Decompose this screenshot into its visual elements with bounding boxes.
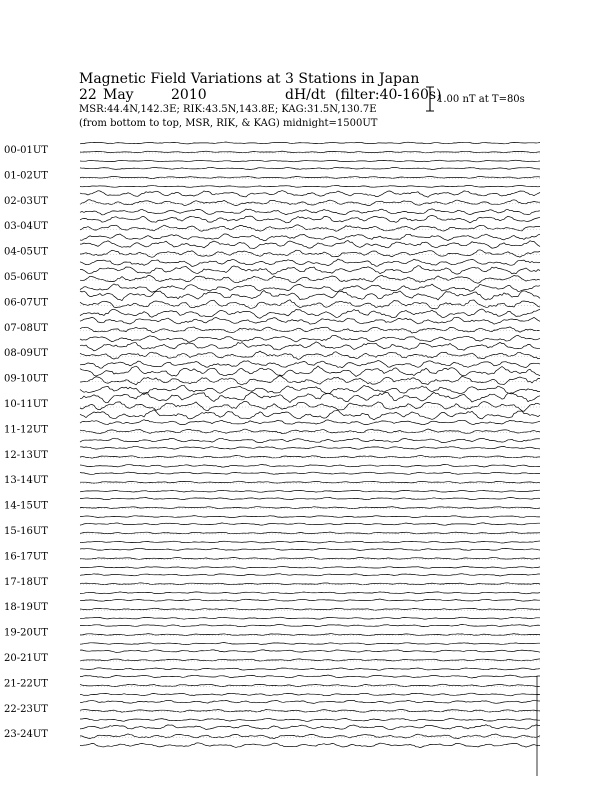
- hour-label: 00-01UT: [4, 145, 48, 156]
- trace-rik: [80, 558, 540, 560]
- trace-msr: [80, 259, 540, 266]
- trace-msr: [80, 234, 540, 241]
- trace-kag: [80, 317, 540, 324]
- trace-msr: [80, 541, 540, 543]
- trace-kag: [80, 142, 540, 144]
- trace-msr: [80, 617, 540, 619]
- trace-rik: [80, 327, 540, 333]
- trace-rik: [80, 401, 540, 411]
- trace-kag: [80, 366, 540, 376]
- trace-kag: [80, 420, 540, 425]
- hour-label: 08-09UT: [4, 348, 48, 360]
- hour-label: 02-03UT: [4, 195, 48, 207]
- trace-kag: [80, 725, 540, 730]
- trace-rik: [80, 275, 540, 283]
- hour-label: 01-02UT: [4, 170, 48, 182]
- trace-kag: [80, 191, 540, 198]
- trace-kag: [80, 548, 540, 550]
- chart-title: Magnetic Field Variations at 3 Stations in Japan: [79, 71, 420, 87]
- hour-label: 20-21UT: [4, 653, 48, 664]
- hour-label: 13-14UT: [4, 475, 48, 487]
- trace-msr: [80, 284, 540, 292]
- hour-label: 05-06UT: [4, 272, 48, 283]
- trace-rik: [80, 734, 540, 739]
- date-day: 22: [79, 87, 97, 103]
- trace-kag: [80, 650, 540, 653]
- trace-msr: [80, 743, 540, 748]
- quantity-label: dH/dt: [285, 87, 326, 103]
- trace-kag: [80, 700, 540, 703]
- trace-rik: [80, 659, 540, 661]
- trace-rik: [80, 376, 540, 385]
- trace-kag: [80, 625, 540, 627]
- hour-label: 16-17UT: [4, 551, 48, 563]
- trace-kag: [80, 574, 540, 576]
- hour-label: 19-20UT: [4, 627, 48, 639]
- hour-label: 17-18UT: [4, 576, 48, 588]
- trace-msr: [80, 490, 540, 492]
- hour-label: 09-10UT: [4, 373, 48, 385]
- hour-label: 21-22UT: [4, 678, 48, 690]
- filter-label: (filter:40-160s): [335, 87, 442, 103]
- trace-rik: [80, 225, 540, 232]
- hour-label: 15-16UT: [4, 526, 48, 537]
- trace-rik: [80, 608, 540, 610]
- trace-rik: [80, 634, 540, 636]
- hour-label: 10-11UT: [4, 399, 48, 410]
- trace-msr: [80, 410, 540, 420]
- hour-label: 06-07UT: [4, 297, 48, 309]
- date-month: May: [103, 87, 134, 103]
- trace-rik: [80, 429, 540, 434]
- trace-kag: [80, 498, 540, 500]
- trace-rik: [80, 583, 540, 585]
- trace-msr: [80, 516, 540, 518]
- trace-rik: [80, 684, 540, 686]
- trace-msr: [80, 718, 540, 721]
- trace-kag: [80, 392, 540, 403]
- trace-msr: [80, 643, 540, 645]
- trace-msr: [80, 335, 540, 342]
- trace-kag: [80, 446, 540, 449]
- trace-msr: [80, 592, 540, 594]
- trace-kag: [80, 266, 540, 275]
- trace-kag: [80, 167, 540, 169]
- trace-kag: [80, 241, 540, 249]
- trace-msr: [80, 209, 540, 215]
- trace-rik: [80, 532, 540, 534]
- hour-label: 14-15UT: [4, 500, 48, 512]
- station-coordinates: MSR:44.4N,142.3E; RIK:43.5N,143.8E; KAG:31.5N,130.7E: [79, 104, 377, 115]
- trace-msr: [80, 385, 540, 394]
- station-order-note: (from bottom to top, MSR, RIK, & KAG) midnight=1500UT: [79, 118, 378, 129]
- trace-msr: [80, 566, 540, 568]
- hour-label: 03-04UT: [4, 221, 48, 233]
- trace-msr: [80, 361, 540, 369]
- hour-label: 11-12UT: [4, 424, 48, 436]
- trace-msr: [80, 160, 540, 162]
- trace-kag: [80, 291, 540, 301]
- hour-label: 23-24UT: [4, 729, 48, 741]
- trace-rik: [80, 507, 540, 509]
- trace-rik: [80, 151, 540, 153]
- trace-rik: [80, 481, 540, 483]
- hour-label: 07-08UT: [4, 322, 48, 334]
- trace-kag: [80, 472, 540, 474]
- trace-rik: [80, 300, 540, 309]
- hour-label: 04-05UT: [4, 246, 48, 258]
- scale-label: 1.00 nT at T=80s: [437, 94, 525, 105]
- trace-rik: [80, 200, 540, 206]
- trace-kag: [80, 599, 540, 601]
- hour-label: 12-13UT: [4, 449, 48, 461]
- trace-msr: [80, 464, 540, 467]
- trace-kag: [80, 215, 540, 222]
- hour-label: 18-19UT: [4, 602, 48, 614]
- trace-rik: [80, 176, 540, 178]
- trace-msr: [80, 438, 540, 442]
- hour-rows: [4, 142, 540, 776]
- hour-label: 22-23UT: [4, 703, 48, 715]
- trace-kag: [80, 675, 540, 678]
- trace-kag: [80, 523, 540, 525]
- trace-msr: [80, 668, 540, 670]
- trace-rik: [80, 351, 540, 359]
- trace-kag: [80, 342, 540, 351]
- date-year: 2010: [171, 87, 207, 103]
- trace-rik: [80, 250, 540, 257]
- trace-msr: [80, 185, 540, 187]
- trace-msr: [80, 693, 540, 696]
- trace-msr: [80, 309, 540, 318]
